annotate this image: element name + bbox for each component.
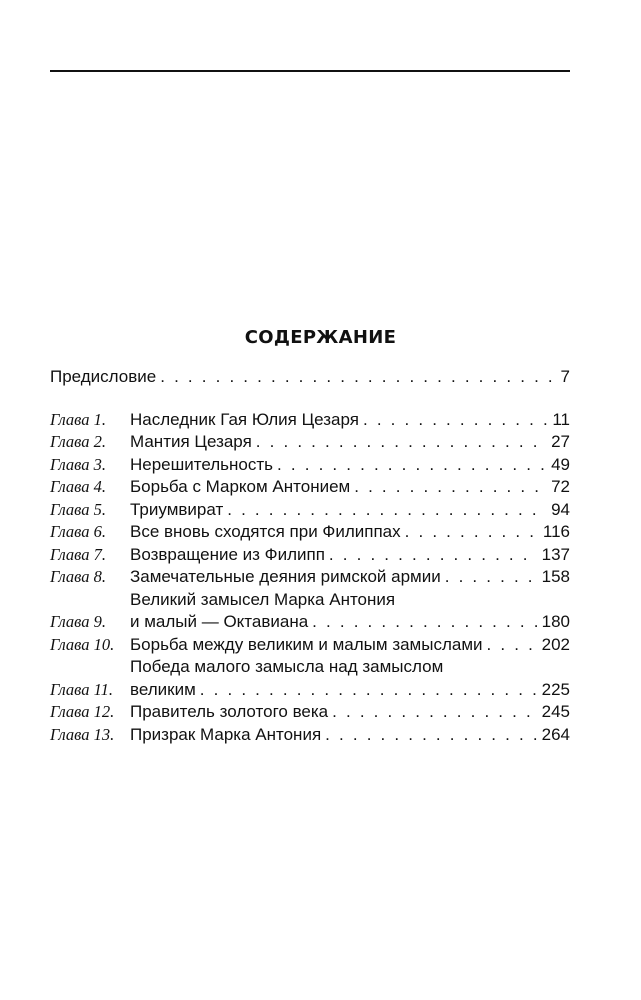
toc-entry-chapter [50,431,570,454]
toc-page-number: 180 [541,612,570,631]
chapter-label: Глава 13. [50,724,115,744]
toc-entry-line [130,634,570,657]
toc-entry-body [130,454,570,477]
chapter-label: Глава 11. [50,679,113,699]
toc-entry-line [130,521,570,544]
dot-leader [325,724,537,747]
chapter-title: Нерешительность [130,454,274,474]
toc-entry-chapter [50,499,570,522]
toc-page-number: 11 [552,409,570,429]
toc-page-number: 225 [541,679,570,699]
chapter-title: Мантия Цезаря [130,432,252,451]
toc-entry-line [130,701,570,724]
chapter-title: Победа малого замысла над замыслом [130,657,444,676]
toc-page-number: 49 [551,454,570,474]
toc-entry-chapter [50,701,570,724]
toc-page-number: 94 [551,499,570,519]
dot-leader [277,454,547,477]
dot-leader [354,476,547,499]
dot-leader [329,544,538,567]
chapter-label: Глава 5. [50,499,106,519]
toc-entry-body [130,634,570,657]
toc-entry-line [130,679,570,702]
toc-entry-body [130,476,570,499]
chapter-label: Глава 9. [50,612,106,631]
chapter-title: Триумвират [130,499,224,519]
toc-entry-title: Предисловие [50,367,157,386]
chapter-title: Наследник Гая Юлия Цезаря [130,409,359,429]
chapter-title: Борьба с Марком Антонием [130,477,351,496]
toc-entry-line [130,724,570,747]
toc-page-number: 27 [551,432,570,451]
chapter-title: Возвращение из Филипп [130,544,325,564]
toc-page-number: 137 [541,544,570,564]
top-rule [50,70,570,72]
toc-entry-body [50,366,570,389]
chapter-title: и малый — Октавиана [130,612,309,631]
toc-entry-chapter [50,589,570,634]
toc-page-number: 264 [541,724,570,744]
toc-entry-chapter [50,476,570,499]
toc-entry-line [130,589,570,612]
chapter-label: Глава 6. [50,522,106,541]
dot-leader [200,679,538,702]
toc-entry-preface [50,366,570,389]
chapter-list [50,409,570,747]
toc-entry-body [130,431,570,454]
chapter-label: Глава 2. [50,432,106,451]
toc-entry-body [130,499,570,522]
toc-entry-body [130,589,570,634]
toc-page-number: 245 [541,702,570,721]
chapter-title: великим [130,679,196,699]
toc-entry-chapter [50,566,570,589]
page-title: СОДЕРЖАНИЕ [244,327,397,348]
dot-leader [487,634,538,657]
chapter-title: Призрак Марка Антония [130,724,322,744]
dot-leader [405,521,539,544]
chapter-title: Правитель золотого века [130,702,329,721]
toc-entry-body [130,521,570,544]
toc-entry-body [130,701,570,724]
chapter-label: Глава 3. [50,454,106,474]
chapter-title: Великий замысел Марка Антония [130,589,396,609]
toc-entry-chapter [50,454,570,477]
dot-leader [445,566,538,589]
toc-entry-line [130,409,570,432]
toc-page-number: 158 [541,567,570,586]
toc-entry-body [130,544,570,567]
chapter-label: Глава 1. [50,409,106,429]
toc-entry-chapter [50,544,570,567]
dot-leader [256,431,547,454]
dot-leader [312,611,537,634]
toc-entry-line [130,499,570,522]
chapter-title: Все вновь сходятся при Филиппах [130,522,401,541]
toc-entry-line [130,476,570,499]
toc-entry-line [50,366,570,389]
chapter-label: Глава 12. [50,702,115,721]
dot-leader [332,701,537,724]
toc-entry-body [130,724,570,747]
toc-page-number: 72 [551,477,570,496]
toc-entry-chapter [50,656,570,701]
table-of-contents [50,366,570,746]
dot-leader [160,366,556,389]
chapter-label: Глава 4. [50,477,106,496]
dot-leader [363,409,548,432]
toc-page-number: 202 [541,634,570,654]
toc-entry-body [130,656,570,701]
toc-entry-chapter [50,724,570,747]
toc-entry-chapter [50,634,570,657]
toc-page-number: 7 [560,367,570,386]
toc-entry-line [130,566,570,589]
toc-entry-line [130,611,570,634]
toc-entry-line [130,544,570,567]
chapter-label: Глава 7. [50,544,106,564]
toc-page-number: 116 [542,522,570,541]
chapter-label: Глава 8. [50,567,106,586]
toc-entry-line [130,656,570,679]
toc-entry-chapter [50,521,570,544]
chapter-title: Замечательные деяния римской армии [130,567,441,586]
chapter-label: Глава 10. [50,634,115,654]
dot-leader [227,499,547,522]
toc-entry-line [130,454,570,477]
toc-entry-body [130,566,570,589]
toc-entry-body [130,409,570,432]
toc-entry-chapter [50,409,570,432]
chapter-title: Борьба между великим и малым замыслами [130,634,483,654]
toc-entry-line [130,431,570,454]
